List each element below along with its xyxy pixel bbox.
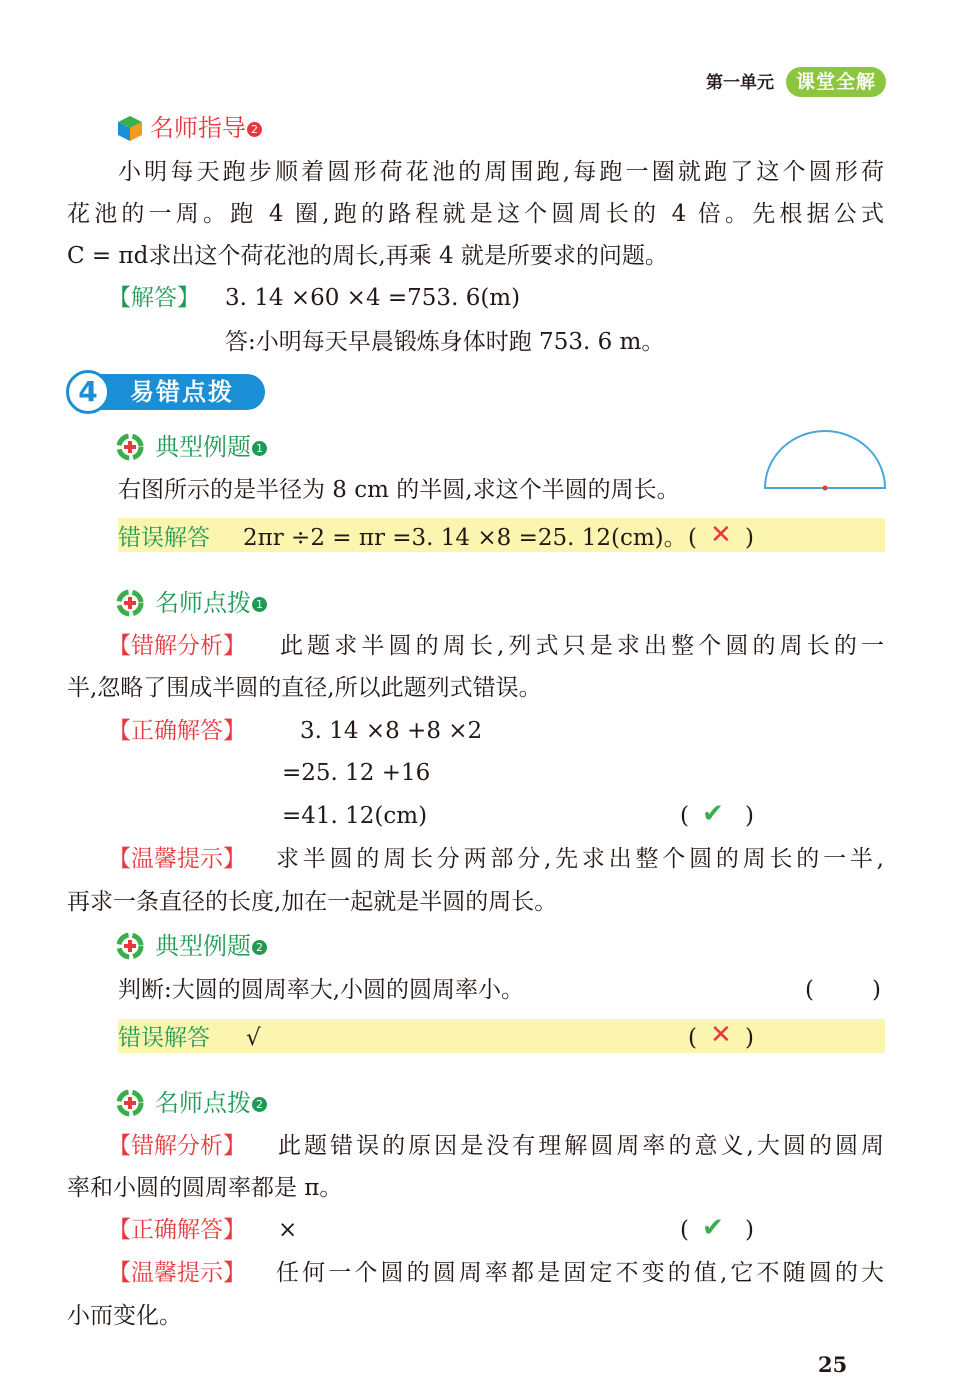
hint-text: 任何一个圆的圆周率都是固定不变的值,它不随圆的大 bbox=[276, 1260, 884, 1286]
hint-text: 再求一条直径的长度,加在一起就是半圆的周长。 bbox=[67, 889, 558, 915]
cube-icon bbox=[116, 114, 144, 142]
paren: ( bbox=[680, 803, 689, 829]
answer-text: 答:小明每天早晨锻炼身体时跑 753. 6 m。 bbox=[225, 329, 665, 355]
recycle-plus-icon bbox=[116, 589, 144, 617]
page-number: 25 bbox=[818, 1352, 848, 1377]
correct-step: 3. 14 ×8 +8 ×2 bbox=[300, 718, 483, 744]
correct-value: × bbox=[278, 1217, 298, 1243]
answer-label: 【解答】 bbox=[108, 285, 200, 311]
correct-step: =41. 12(cm) bbox=[282, 803, 428, 829]
unit-label: 第一单元 bbox=[706, 73, 774, 93]
check-mark-icon: ✔ bbox=[702, 1213, 724, 1243]
example-heading: 典型例题 2 bbox=[155, 931, 267, 961]
wrong-answer-value: √ bbox=[246, 1025, 261, 1051]
paragraph-line: C = πd求出这个荷花池的周长,再乘 4 就是所要求的问题。 bbox=[67, 243, 668, 269]
paren: ( bbox=[805, 977, 814, 1003]
recycle-plus-icon bbox=[116, 932, 144, 960]
analysis-text: 此题错误的原因是没有理解圆周率的意义,大圆的圆周 bbox=[278, 1133, 884, 1159]
hint-text: 小而变化。 bbox=[67, 1303, 182, 1329]
question-text: 右图所示的是半径为 8 cm 的半圆,求这个半圆的周长。 bbox=[118, 477, 680, 503]
analysis-label: 【错解分析】 bbox=[108, 1133, 246, 1159]
paren: ) bbox=[745, 1217, 754, 1243]
analysis-text: 此题求半圆的周长,列式只是求出整个圆的周长的一 bbox=[280, 633, 884, 659]
analysis-text: 率和小圆的圆周率都是 π。 bbox=[67, 1175, 343, 1201]
wrong-answer-band bbox=[118, 1019, 885, 1053]
wrong-answer-label: 错误解答 bbox=[118, 1025, 210, 1051]
analysis-label: 【错解分析】 bbox=[108, 633, 246, 659]
wrong-mark-icon: ✕ bbox=[710, 520, 732, 550]
check-mark-icon: ✔ bbox=[702, 799, 724, 829]
analysis-text: 半,忽略了围成半圆的直径,所以此题列式错误。 bbox=[67, 675, 542, 701]
correct-label: 【正确解答】 bbox=[108, 1217, 246, 1243]
section-number: 4 bbox=[66, 370, 110, 414]
paragraph-line: 小明每天跑步顺着圆形荷花池的周围跑,每跑一圈就跑了这个圆形荷 bbox=[118, 159, 884, 185]
wrong-mark-icon: ✕ bbox=[710, 1020, 732, 1050]
paren: ) bbox=[745, 525, 754, 551]
section-badge: 课堂全解 bbox=[786, 67, 886, 97]
paren: ( bbox=[688, 525, 697, 551]
paragraph-line: 花池的一周。跑 4 圈,跑的路程就是这个圆周长的 4 倍。先根据公式 bbox=[67, 201, 884, 227]
section-title: 易错点拨 bbox=[130, 377, 234, 406]
hint-label: 【温馨提示】 bbox=[108, 846, 246, 872]
semicircle-figure bbox=[760, 425, 890, 495]
paren: ( bbox=[680, 1217, 689, 1243]
tip-heading: 名师点拨 2 bbox=[155, 1088, 267, 1118]
hint-text: 求半圆的周长分两部分,先求出整个圆的周长的一半, bbox=[276, 846, 884, 872]
wrong-answer-label: 错误解答 bbox=[118, 525, 210, 551]
correct-step: =25. 12 +16 bbox=[282, 760, 431, 786]
hint-label: 【温馨提示】 bbox=[108, 1260, 246, 1286]
answer-formula: 3. 14 ×60 ×4 =753. 6(m) bbox=[225, 285, 521, 311]
paren: ) bbox=[745, 803, 754, 829]
question-text: 判断:大圆的圆周率大,小圆的圆周率小。 bbox=[118, 977, 525, 1003]
guide-heading: 名师指导 2 bbox=[150, 113, 262, 143]
recycle-plus-icon bbox=[116, 433, 144, 461]
example-heading: 典型例题 1 bbox=[155, 432, 267, 462]
wrong-answer-formula: 2πr ÷2 = πr =3. 14 ×8 =25. 12(cm)。 bbox=[243, 525, 687, 551]
paren: ) bbox=[872, 977, 881, 1003]
paren: ( bbox=[688, 1025, 697, 1051]
tip-heading: 名师点拨 1 bbox=[155, 588, 267, 618]
paren: ) bbox=[745, 1025, 754, 1051]
correct-label: 【正确解答】 bbox=[108, 718, 246, 744]
recycle-plus-icon bbox=[116, 1089, 144, 1117]
